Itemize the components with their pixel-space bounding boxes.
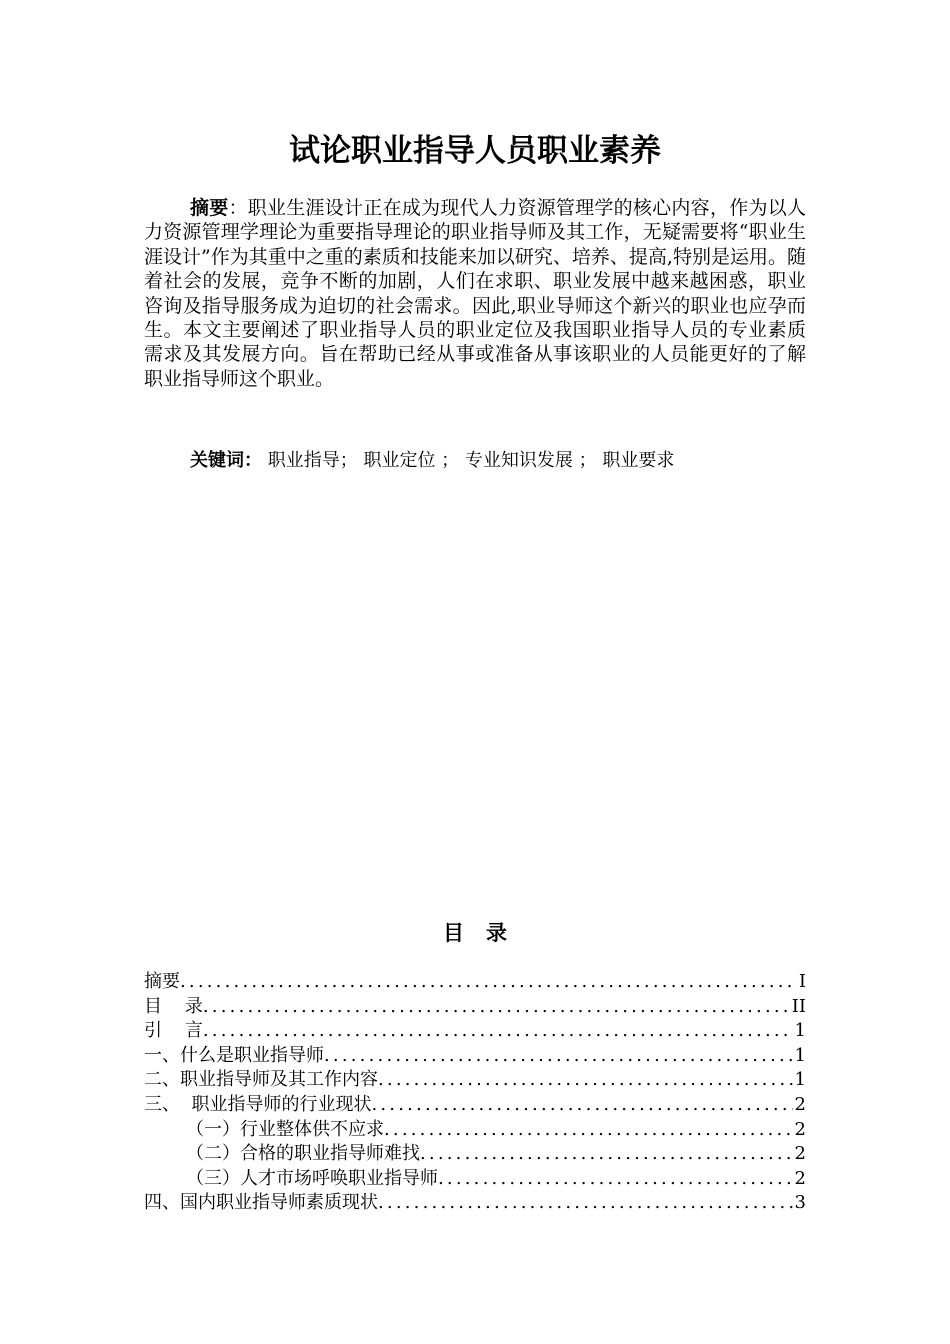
toc-dot-leader xyxy=(378,1191,793,1216)
toc-entry-label: 摘要 xyxy=(144,971,180,992)
document-title: 试论职业指导人员职业素养 xyxy=(289,133,661,169)
toc-entry-section-2[interactable] xyxy=(144,1068,806,1093)
toc-entry-label: （一）行业整体供不应求 xyxy=(186,1118,384,1140)
keywords-separator: ： xyxy=(244,450,262,471)
toc-dot-leader xyxy=(438,1167,793,1192)
toc-entry-page: 1 xyxy=(794,1044,806,1066)
toc-entry-section-3-2[interactable] xyxy=(144,1142,806,1167)
toc-entry-section-3[interactable] xyxy=(144,1093,806,1118)
toc-entry-label: 四、国内职业指导师素质现状 xyxy=(144,1192,378,1214)
toc-dot-leader xyxy=(371,1093,792,1118)
toc-dot-leader xyxy=(384,1118,793,1143)
table-of-contents xyxy=(144,970,806,1216)
toc-entry-label: 一、什么是职业指导师 xyxy=(144,1044,324,1066)
toc-dot-leader xyxy=(420,1142,793,1167)
toc-entry-label: （二）合格的职业指导师难找 xyxy=(186,1143,420,1165)
toc-entry-page: 3 xyxy=(794,1192,806,1214)
toc-dot-leader xyxy=(203,1019,793,1044)
toc-dot-leader xyxy=(378,1068,793,1093)
keywords-label: 关键词 xyxy=(190,450,244,471)
toc-entry-abstract[interactable] xyxy=(144,970,806,995)
toc-entry-page: I xyxy=(798,971,806,992)
toc-entry-contents[interactable] xyxy=(144,995,806,1020)
toc-entry-page: 2 xyxy=(794,1118,806,1140)
keywords-text: 职业指导； 职业定位 ； 专业知识发展 ； 职业要求 xyxy=(262,450,675,471)
toc-entry-section-3-3[interactable] xyxy=(144,1167,806,1192)
toc-dot-leader xyxy=(180,970,797,995)
toc-dot-leader xyxy=(324,1044,793,1069)
toc-entry-page: 2 xyxy=(794,1143,806,1165)
toc-title: 目录 xyxy=(443,920,529,945)
toc-entry-page: 2 xyxy=(794,1093,806,1115)
toc-entry-introduction[interactable] xyxy=(144,1019,806,1044)
toc-entry-page: 1 xyxy=(794,1069,806,1091)
toc-entry-page: II xyxy=(791,995,806,1017)
toc-entry-label: 三、 职业指导师的行业现状 xyxy=(144,1093,372,1115)
toc-entry-label: 目 录 xyxy=(144,995,203,1017)
toc-entry-label: （三）人才市场呼唤职业指导师 xyxy=(186,1167,438,1189)
toc-entry-section-3-1[interactable] xyxy=(144,1118,806,1143)
abstract-label: 摘要 xyxy=(190,197,229,219)
toc-dot-leader xyxy=(203,995,790,1020)
abstract-text: 职业生涯设计正在成为现代人力资源管理学的核心内容，作为以人力资源管理学理论为重要指导理论的职业指导师及其工作，无疑需要将“职业生涯设计”作为其重中之重的素质和技能来加以研究、培养、提高,特别是运用。随着社会的发展，竞争不断的加剧，人们在求职、职业发展中越来越困惑，职业咨询及指导服务成为迫切的社会需求。因此,职业导师这个新兴的职业也应孕而生。本文主要阐述了职业指导人员的职业定位及我国职业指导人员的专业素质需求及其发展方向。旨在帮助已经从事或准备从事该职业的人员能更好的了解职业指导师这个职业。 xyxy=(144,197,806,390)
abstract-separator: ： xyxy=(228,197,248,219)
toc-entry-label: 引 言 xyxy=(144,1020,203,1042)
toc-entry-label: 二、职业指导师及其工作内容 xyxy=(144,1069,378,1091)
abstract-paragraph xyxy=(144,196,806,391)
toc-entry-section-4[interactable] xyxy=(144,1191,806,1216)
toc-entry-section-1[interactable] xyxy=(144,1044,806,1069)
toc-entry-page: 2 xyxy=(794,1167,806,1189)
toc-entry-page: 1 xyxy=(794,1020,806,1042)
keywords-line xyxy=(190,446,830,476)
